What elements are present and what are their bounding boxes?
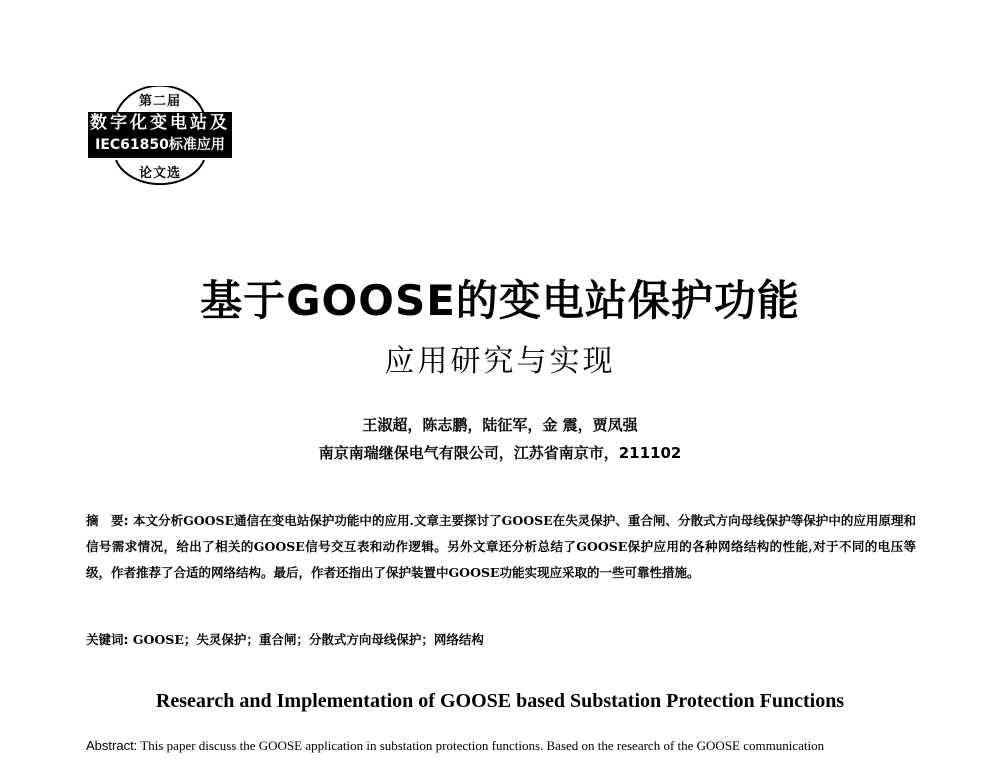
english-title: Research and Implementation of GOOSE based Substation Protection Functions xyxy=(155,690,845,712)
paper-subtitle: 应用研究与实现 xyxy=(384,344,616,379)
keywords-label: 关键词: xyxy=(86,632,129,647)
abstract-chinese xyxy=(86,508,916,586)
authors: 王淑超，陈志鹏，陆征军，金 震，贾凤强 xyxy=(362,416,638,434)
paper-title: 基于GOOSE的变电站保护功能 xyxy=(200,276,800,325)
abstract-english-label: Abstract: xyxy=(86,738,138,753)
seal-line-2: IEC61850标准应用 xyxy=(95,137,225,153)
abstract-chinese-label: 摘 要: xyxy=(86,513,129,528)
seal-band xyxy=(88,112,232,158)
conference-seal xyxy=(86,86,234,190)
abstract-chinese-text: 本文分析GOOSE通信在变电站保护功能中的应用.文章主要探讨了GOOSE在失灵保护、重合闸、分散式方向母线保护等保护中的应用原理和信号需求情况，给出了相关的GOOSE信号交互表和动作逻辑。另外文章还分析总结了GOOSE保护应用的各种网络结构的性能,对于不同的电压等级，作者推荐了合适的网络结构。最后，作者还指出了保护装置中GOOSE功能实现应采取的一些可靠性措施。 xyxy=(86,513,917,580)
affiliation: 南京南瑞继保电气有限公司，江苏省南京市，211102 xyxy=(318,444,682,462)
abstract-english-text: This paper discuss the GOOSE application in substation protection functions. Based on the research of the GOOSE communication xyxy=(140,738,825,753)
seal-line-1: 数字化变电站及 xyxy=(90,113,230,133)
seal-bottom-text: 论文选 xyxy=(138,166,181,181)
keywords xyxy=(86,630,916,648)
seal-top-text: 第二届 xyxy=(138,94,181,109)
abstract-english xyxy=(86,738,916,754)
keywords-text: GOOSE；失灵保护；重合闸；分散式方向母线保护；网络结构 xyxy=(132,632,484,647)
